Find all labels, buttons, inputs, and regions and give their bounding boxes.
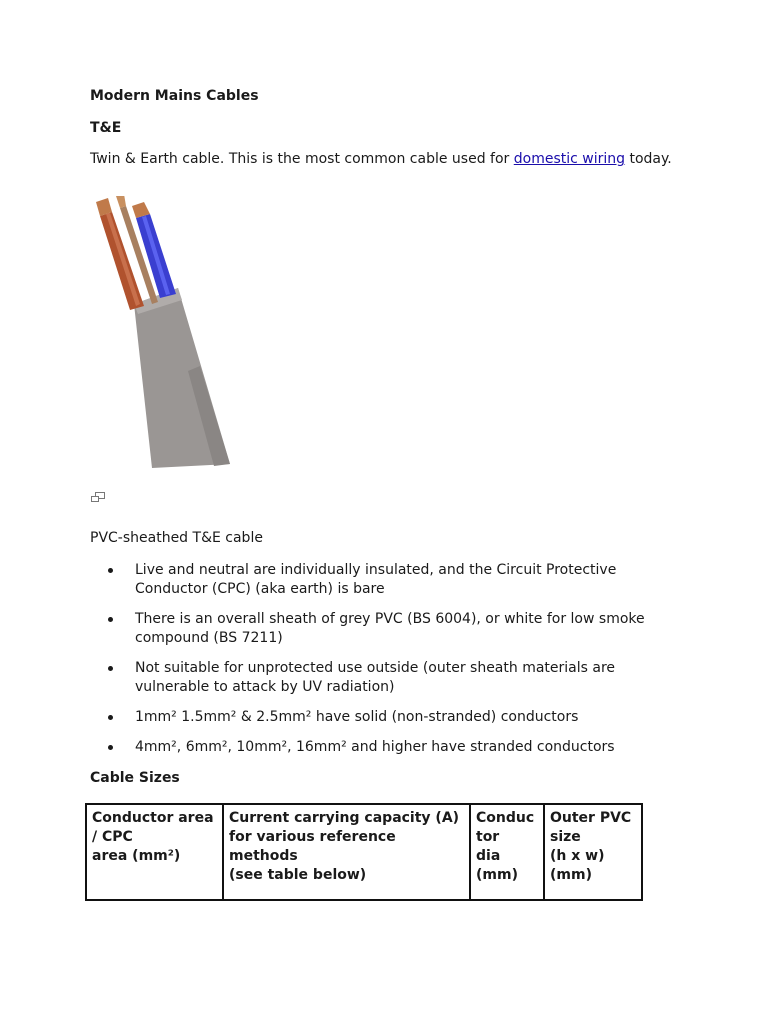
cable-sizes-heading: Cable Sizes bbox=[90, 770, 180, 786]
bullet-dot bbox=[108, 745, 113, 750]
section-heading-te: T&E bbox=[90, 120, 122, 136]
table-header-row bbox=[86, 804, 642, 900]
header-current-capacity: Current carrying capacity (A) for various reference methods (see table below) bbox=[223, 804, 470, 900]
bullet-dot bbox=[108, 617, 113, 622]
header-conductor-area: Conductor area / CPC area (mm²) bbox=[86, 804, 223, 900]
cable-sizes-table bbox=[85, 803, 643, 901]
list-item bbox=[135, 659, 675, 697]
embedded-link-icon[interactable] bbox=[90, 491, 106, 503]
list-item-text: 4mm², 6mm², 10mm², 16mm² and higher have stranded conductors bbox=[135, 739, 615, 755]
header-outer-pvc-size: Outer PVC size (h x w) (mm) bbox=[544, 804, 642, 900]
image-caption: PVC-sheathed T&E cable bbox=[90, 530, 263, 546]
bullet-dot bbox=[108, 666, 113, 671]
list-item-text: Not suitable for unprotected use outside (outer sheath materials are vulnerable to attack by UV radiation) bbox=[135, 660, 616, 695]
intro-text-after: today. bbox=[625, 151, 672, 167]
list-item bbox=[135, 708, 675, 727]
bullet-dot bbox=[108, 568, 113, 573]
intro-text-before: Twin & Earth cable. This is the most common cable used for bbox=[90, 151, 514, 167]
intro-paragraph bbox=[90, 151, 672, 167]
list-item bbox=[135, 561, 675, 599]
list-item-text: Live and neutral are individually insulated, and the Circuit Protective Conductor (CPC) (aka earth) is bare bbox=[135, 562, 617, 597]
feature-list bbox=[90, 561, 675, 768]
list-item bbox=[135, 610, 675, 648]
list-item bbox=[135, 738, 675, 757]
page-title: Modern Mains Cables bbox=[90, 88, 259, 104]
header-conductor-dia: Conduc tor dia (mm) bbox=[470, 804, 544, 900]
cable-photo bbox=[90, 196, 240, 468]
domestic-wiring-link[interactable]: domestic wiring bbox=[513, 151, 626, 167]
list-item-text: There is an overall sheath of grey PVC (BS 6004), or white for low smoke compound (BS 7211) bbox=[135, 611, 645, 646]
bullet-dot bbox=[108, 715, 113, 720]
list-item-text: 1mm² 1.5mm² & 2.5mm² have solid (non-stranded) conductors bbox=[135, 709, 579, 725]
